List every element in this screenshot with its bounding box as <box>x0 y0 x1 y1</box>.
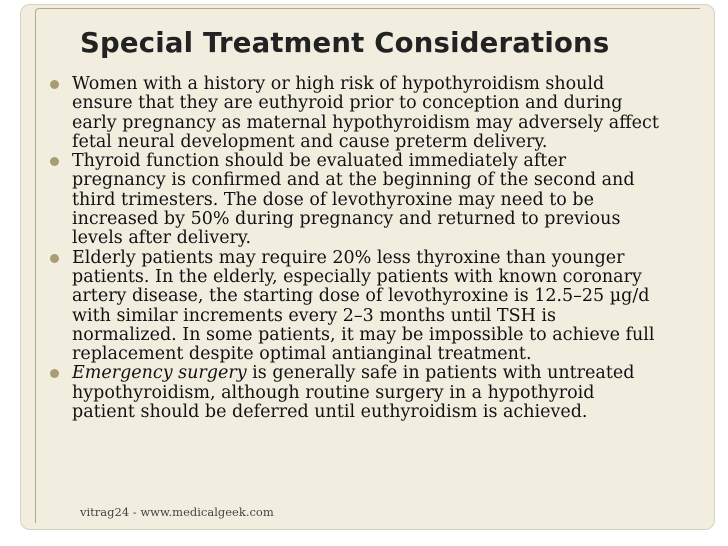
bullet-line: normalized. In some patients, it may be impossible to achieve full <box>72 324 655 345</box>
bullet-line: Women with a history or high risk of hypothyroidism should <box>72 74 605 94</box>
bullet-item-emergency-surgery <box>72 364 702 422</box>
bullet-line: early pregnancy as maternal hypothyroidism may adversely affect <box>72 112 659 133</box>
bullet-list <box>72 75 702 422</box>
bullet-line: pregnancy is confirmed and at the beginning of the second and <box>72 170 635 191</box>
bullet-line: Elderly patients may require 20% less thyroxine than younger <box>72 247 625 268</box>
bullet-item-elderly-patients <box>72 249 702 365</box>
bullet-dot-icon <box>50 254 59 263</box>
bullet-dot-icon <box>50 80 59 89</box>
bullet-line: artery disease, the starting dose of levothyroxine is 12.5–25 µg/d <box>72 286 650 307</box>
bullet-line: is generally safe in patients with untreated <box>246 363 635 384</box>
bullet-line: fetal neural development and cause preterm delivery. <box>72 131 548 152</box>
bullet-line: ensure that they are euthyroid prior to conception and during <box>72 93 623 114</box>
bullet-item-pregnancy-planning <box>72 75 702 152</box>
bullet-line: third trimesters. The dose of levothyroxine may need to be <box>72 189 594 210</box>
bullet-line: with similar increments every 2–3 months until TSH is <box>72 305 556 326</box>
bullet-line: Thyroid function should be evaluated immediately after <box>72 151 567 172</box>
bullet-line: levels after delivery. <box>72 228 252 249</box>
bullet-item-thyroid-function <box>72 152 702 248</box>
bullet-line: increased by 50% during pregnancy and returned to previous <box>72 209 621 230</box>
bullet-line: patient should be deferred until euthyroidism is achieved. <box>72 402 588 423</box>
bullet-line: replacement despite optimal antianginal treatment. <box>72 344 532 365</box>
slide-title: Special Treatment Considerations <box>80 27 610 59</box>
emphasis-text: Emergency surgery <box>72 363 247 384</box>
footer-source: vitrag24 - www.medicalgeek.com <box>80 505 274 519</box>
bullet-line: patients. In the elderly, especially patients with known coronary <box>72 266 642 287</box>
bullet-line: hypothyroidism, although routine surgery in a hypothyroid <box>72 382 595 403</box>
